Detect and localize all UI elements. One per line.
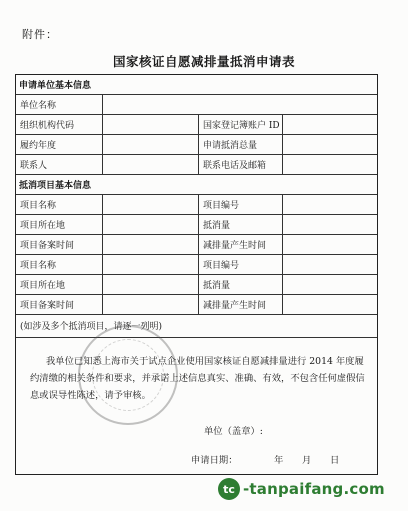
field-label: 抵消量 bbox=[198, 275, 282, 294]
field-label: 项目所在地 bbox=[20, 221, 66, 231]
date-month: 月 bbox=[302, 455, 312, 466]
section-title: 抵消项目基本信息 bbox=[19, 181, 92, 191]
project-note: (如涉及多个抵消项目，请逐一列明) bbox=[20, 322, 163, 332]
field-label: 抵消量 bbox=[198, 215, 282, 234]
field-label: 减排量产生时间 bbox=[198, 295, 282, 314]
table-row bbox=[16, 235, 377, 255]
field-value bbox=[102, 95, 377, 114]
field-value bbox=[102, 275, 198, 294]
field-label: 项目编号 bbox=[198, 255, 282, 274]
field-value bbox=[282, 115, 377, 134]
section-header-project bbox=[16, 175, 377, 195]
field-label: 组织机构代码 bbox=[20, 121, 75, 131]
field-label: 申请抵消总量 bbox=[198, 135, 282, 154]
field-value bbox=[282, 275, 377, 294]
field-value bbox=[282, 235, 377, 254]
field-value bbox=[102, 255, 198, 274]
table-row bbox=[16, 135, 377, 155]
table-row bbox=[16, 195, 377, 215]
attachment-label: 附件： bbox=[22, 28, 58, 41]
field-value bbox=[282, 135, 377, 154]
field-label: 国家登记簿账户 ID bbox=[198, 115, 282, 134]
field-value bbox=[102, 155, 198, 174]
table-row bbox=[16, 295, 377, 315]
field-value bbox=[102, 195, 198, 214]
site-watermark bbox=[218, 478, 385, 500]
table-row bbox=[16, 115, 377, 135]
field-value bbox=[102, 215, 198, 234]
watermark-logo-icon: tc bbox=[218, 478, 240, 500]
field-value bbox=[282, 215, 377, 234]
date-day: 日 bbox=[330, 455, 340, 466]
application-date-label: 申请日期： bbox=[191, 455, 238, 466]
application-form-table bbox=[15, 74, 378, 475]
field-value bbox=[102, 235, 198, 254]
table-row bbox=[16, 215, 377, 235]
section-title: 申请单位基本信息 bbox=[19, 81, 92, 91]
field-label: 项目编号 bbox=[198, 195, 282, 214]
field-value bbox=[102, 115, 198, 134]
field-label: 项目所在地 bbox=[20, 281, 66, 291]
field-label: 项目备案时间 bbox=[20, 241, 75, 251]
table-row bbox=[16, 95, 377, 115]
date-year: 年 bbox=[274, 455, 284, 466]
field-label: 项目名称 bbox=[20, 201, 57, 211]
field-label: 联系人 bbox=[20, 161, 48, 171]
field-label: 联系电话及邮箱 bbox=[198, 155, 282, 174]
field-value bbox=[282, 195, 377, 214]
form-title: 国家核证自愿减排量抵消申请表 bbox=[112, 54, 295, 69]
field-label: 单位名称 bbox=[20, 101, 57, 111]
field-value bbox=[102, 295, 198, 314]
field-value bbox=[282, 255, 377, 274]
field-label: 项目名称 bbox=[20, 261, 57, 271]
field-value bbox=[282, 295, 377, 314]
field-value bbox=[102, 135, 198, 154]
declaration-text: 我单位已知悉上海市关于试点企业使用国家核证自愿减排量进行 2014 年度履约清缴的相关条件和要求，并承诺上述信息真实、准确、有效，不包含任何虚假信息或误导性陈述，请予审核。 bbox=[30, 356, 365, 401]
field-label: 减排量产生时间 bbox=[198, 235, 282, 254]
table-row bbox=[16, 275, 377, 295]
unit-seal-label: 单位（盖章）: bbox=[204, 426, 263, 437]
note-divider bbox=[16, 337, 377, 338]
watermark-site: -tanpaifang.com bbox=[243, 480, 385, 498]
table-row bbox=[16, 155, 377, 175]
section-header-applicant bbox=[16, 75, 377, 95]
field-label: 项目备案时间 bbox=[20, 301, 75, 311]
field-value bbox=[282, 155, 377, 174]
table-row bbox=[16, 255, 377, 275]
field-label: 履约年度 bbox=[20, 141, 57, 151]
